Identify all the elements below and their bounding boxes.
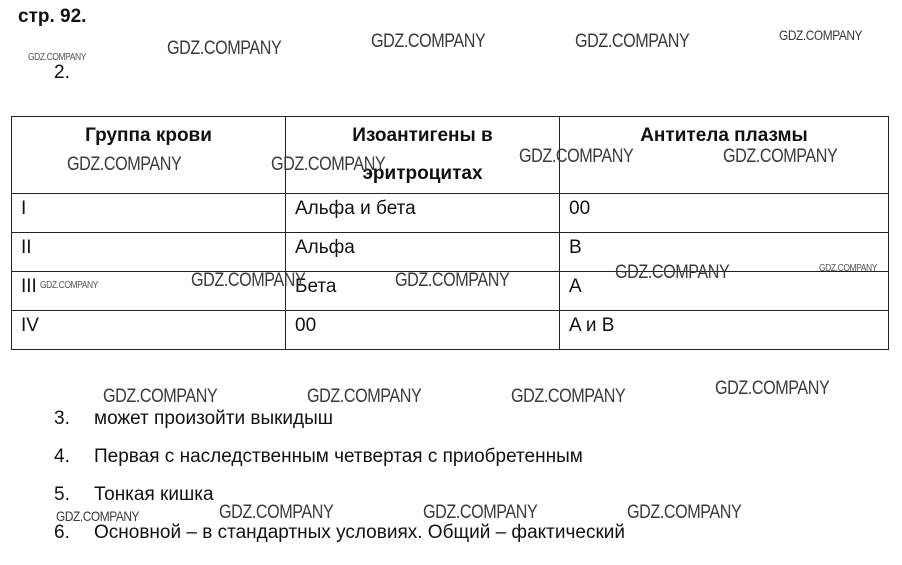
header-isoantigens: Изоантигены в эритроцитах — [286, 117, 560, 194]
watermark: GDZ.COMPANY — [28, 52, 86, 63]
watermark: GDZ.COMPANY — [56, 508, 140, 524]
answer-list — [54, 406, 625, 558]
table-row — [12, 194, 889, 233]
table-cell: IV — [12, 311, 286, 350]
watermark: GDZ.COMPANY — [779, 27, 863, 43]
watermark: GDZ.COMPANY — [307, 386, 422, 407]
table-row — [12, 233, 889, 272]
watermark: GDZ.COMPANY — [371, 31, 486, 52]
list-item-number: 5. — [54, 484, 70, 505]
list-item-number: 6. — [54, 522, 70, 543]
watermark: GDZ.COMPANY — [40, 280, 98, 291]
page-title: стр. 92. — [18, 6, 87, 27]
watermark: GDZ.COMPANY — [519, 146, 634, 167]
table-cell: Бета — [286, 272, 560, 311]
table-cell: 00 — [286, 311, 560, 350]
watermark: GDZ.COMPANY — [67, 154, 182, 175]
table-cell: 00 — [560, 194, 889, 233]
header-blood-group: Группа крови — [12, 117, 286, 194]
list-item-number: 4. — [54, 446, 70, 467]
table-cell: A — [560, 272, 889, 311]
list-item-text: Тонкая кишка — [94, 484, 214, 505]
list-item — [54, 520, 625, 558]
header-plasma-antibodies: Антитела плазмы — [560, 117, 889, 194]
table-cell: III — [12, 272, 286, 311]
table-row — [12, 311, 889, 350]
list-item — [54, 482, 625, 520]
watermark: GDZ.COMPANY — [191, 270, 306, 291]
list-item-text: Первая с наследственным четвертая с приобретенным — [94, 446, 583, 467]
table-cell: Альфа — [286, 233, 560, 272]
watermark: GDZ.COMPANY — [219, 502, 334, 523]
item-number: 2. — [54, 62, 70, 83]
table-cell: II — [12, 233, 286, 272]
table-cell: Альфа и бета — [286, 194, 560, 233]
watermark: GDZ.COMPANY — [715, 378, 830, 399]
watermark: GDZ.COMPANY — [615, 262, 730, 283]
list-item-number: 3. — [54, 408, 70, 429]
watermark: GDZ.COMPANY — [167, 38, 282, 59]
watermark: GDZ.COMPANY — [575, 31, 690, 52]
watermark: GDZ.COMPANY — [723, 146, 838, 167]
watermark: GDZ.COMPANY — [395, 270, 510, 291]
watermark: GDZ.COMPANY — [511, 386, 626, 407]
list-item-text: может произойти выкидыш — [94, 408, 334, 429]
list-item — [54, 444, 625, 482]
watermark: GDZ.COMPANY — [271, 154, 386, 175]
watermark: GDZ.COMPANY — [627, 502, 742, 523]
table-cell: B — [560, 233, 889, 272]
list-item — [54, 406, 625, 444]
watermark: GDZ.COMPANY — [423, 502, 538, 523]
table-cell: A и B — [560, 311, 889, 350]
list-item-text: Основной – в стандартных условиях. Общий – фактический — [94, 522, 625, 543]
watermark: GDZ.COMPANY — [103, 386, 218, 407]
table-cell: I — [12, 194, 286, 233]
watermark: GDZ.COMPANY — [819, 263, 877, 274]
